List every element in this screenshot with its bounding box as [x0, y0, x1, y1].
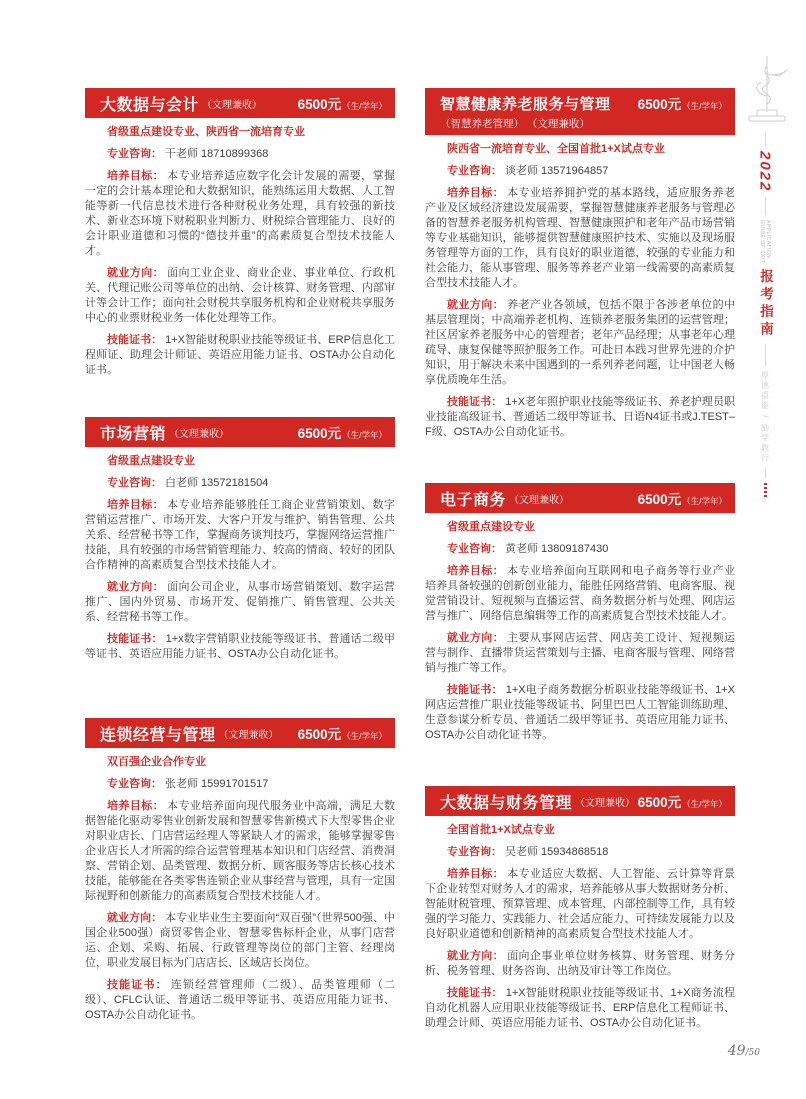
program-honors: 省级重点建设专业、陕西省一流培育专业 — [107, 126, 305, 138]
objective-paragraph — [85, 799, 395, 904]
career-paragraph — [85, 911, 395, 971]
certs-paragraph — [85, 632, 395, 662]
objective-label: 培养目标： — [107, 170, 165, 182]
consult-line — [85, 147, 395, 162]
program-honors: 省级重点建设专业 — [107, 455, 195, 467]
career-paragraph — [425, 949, 735, 979]
admission-type: （文理兼收） — [169, 428, 230, 440]
consult-contact: 吴老师 15934868518 — [505, 846, 609, 858]
objective-text: 本专业适应大数据、人工智能、云计算等背景下企业转型对财务人才的需求，培养能够从事大数据财务分析、智能财税管理、预算管理、成本管理、内部控制等工作，具有较强的学习能力、实践能力、社会适应能力、可持续发展能力以及良好职业道德和创新精神的高素质复合型技术技能人才。 — [425, 868, 736, 940]
career-label: 就业方向： — [447, 299, 505, 311]
program-header — [425, 483, 735, 513]
program-body — [425, 142, 735, 440]
program-header — [85, 417, 395, 447]
certs-text: 1+X电子商务数据分析职业技能等级证书、1+X网店运营推广职业技能等级证书、阿里巴巴人工智能训练助理、生意参谋分析专员、普通话二级甲等证书、英语应用能力证书、OSTA办公自动化证书等。 — [425, 684, 735, 741]
consult-contact: 黄老师 13809187430 — [505, 543, 609, 555]
program-header — [85, 88, 395, 118]
certs-paragraph — [425, 395, 735, 440]
admission-type: （文理兼收） — [218, 729, 279, 741]
certs-paragraph — [85, 978, 395, 1023]
objective-paragraph — [425, 867, 735, 942]
career-text: 本专业毕业生主要面向“双百强”（世界500强、中国企业500强）商贸零售企业、智慧零售标杆企业，从事门店营运、企划、采购、拓展、行政管理等岗位的部门主管、经理岗位，职业发展目标为门店店长、区域店长岗位。 — [85, 912, 395, 969]
objective-paragraph — [425, 564, 735, 624]
program-card-big-data-finance — [425, 786, 735, 1031]
page-number — [680, 1040, 760, 1059]
consult-line — [425, 845, 735, 860]
consult-line — [425, 164, 735, 179]
career-paragraph — [85, 266, 395, 326]
consult-label: 专业咨询： — [107, 148, 162, 160]
consult-contact: 谈老师 13571964857 — [505, 165, 609, 177]
consult-label: 专业咨询： — [447, 543, 502, 555]
caption-line: APPLICATION — [765, 220, 771, 259]
objective-paragraph — [85, 498, 395, 573]
fee-unit: （生/学年） — [342, 101, 387, 111]
dots-decoration-icon — [764, 483, 767, 497]
consult-label: 专业咨询： — [447, 846, 502, 858]
consult-label: 专业咨询： — [107, 778, 162, 790]
program-title: 连锁经营与管理 — [100, 726, 216, 744]
divider — [765, 344, 766, 366]
certs-label: 技能证书： — [107, 633, 163, 645]
sidebar-year: 2022 — [756, 151, 774, 193]
career-label: 就业方向： — [447, 950, 505, 962]
objective-label: 培养目标： — [107, 800, 165, 812]
divider — [765, 468, 766, 478]
fee-amount: 6500元 — [637, 97, 682, 112]
career-text: 主要从事网店运营、网店美工设计、短视频运营与制作、直播带货运营策划与主播、电商客服与管理、网络营销与推广等工作。 — [425, 632, 736, 674]
tuition-fee — [298, 723, 387, 743]
certs-label: 技能证书： — [107, 334, 163, 346]
consult-contact: 张老师 15991701517 — [165, 778, 269, 790]
tuition-fee — [638, 791, 727, 811]
objective-text: 本专业培养面向现代服务业中高端，满足大数据智能化驱动零售业创新发展和智慧零售新模式下大型零售企业对职业店长、门店营运经理人等紧缺人才的需求，能够掌握零售企业店长人才所需的综合运营管理基本知识和门店经营、消费洞察、营销企划、品类管理、数据分析、顾客服务等店长核心技术技能，能够能在各类零售连锁企业从事经营与管理，具有一定国际视野和创新能力的高素质复合型技术技能人才。 — [85, 800, 396, 902]
career-text: 面向企事业单位财务核算、财务管理、财务分析、税务管理、财务咨询、出纳及审计等工作岗位。 — [425, 950, 736, 977]
page-number-total: /50 — [745, 1048, 760, 1058]
consult-line — [85, 476, 395, 491]
certs-text: 1+x数字营销职业技能等级证书、普通话二级甲等证书、英语应用能力证书、OSTA办公自动化证书。 — [85, 633, 396, 660]
objective-text: 本专业培养面向互联网和电子商务等行业产业培养具备较强的创新创业能力，能胜任网络营销、电商客服、视觉营销设计、短视频与直播运营、商务数据分析与处理、网店运营与推广、网络信息编辑等工作的高素质复合型技术技能人才。 — [425, 565, 736, 622]
certs-label: 技能证书： — [107, 979, 168, 991]
monument-icon — [737, 52, 795, 132]
career-label: 就业方向： — [107, 267, 165, 279]
objective-label: 培养目标： — [107, 499, 165, 511]
tuition-fee — [298, 93, 387, 113]
divider — [765, 197, 766, 215]
objective-label: 培养目标： — [447, 565, 505, 577]
caption-line: GUIDE OF SXIT — [759, 220, 765, 264]
program-body — [85, 755, 395, 1023]
fee-amount: 6500元 — [637, 492, 682, 507]
sidebar-caption-en — [759, 220, 771, 263]
certs-text: 1+X老年照护职业技能等级证书、养老护理员职业技能高级证书、普通话二级甲等证书、日语N4证书或J.TEST–F级、OSTA办公自动化证书。 — [425, 396, 735, 438]
program-header — [425, 786, 735, 816]
program-header — [425, 88, 735, 135]
career-text: 养老产业各领域，包括不限于各涉老单位的中基层管理岗；中高端养老机构、连锁养老服务集团的运营管理；社区居家养老服务中心的管理者；老年产品经理；从事老年心理疏导、康复保健等照护服务工作。可赴日本践习世界先进的介护知识，用于解决未来中国遇到的一系列养老问题，让中国老人畅享优质晚年生活。 — [425, 299, 736, 386]
sidebar — [753, 132, 777, 497]
program-title: 电子商务 — [440, 491, 507, 509]
program-body — [85, 125, 395, 378]
objective-text: 本专业培养适应数字化会计发展的需要，掌握一定的会计基本理论和大数据知识，能熟练运用大数据、人工智能等新一代信息技术进行各种财税业务处理，具有较强的新技术、新业态环境下财税职业判断力、财税综合管理能力、良好的会计职业道德和习惯的“德技并重”的高素质复合型技术技能人才。 — [85, 170, 396, 257]
tuition-fee — [638, 93, 727, 113]
objective-paragraph — [425, 186, 735, 291]
program-header — [85, 718, 395, 748]
admission-type: （文理兼收） — [575, 797, 636, 809]
tuition-fee — [638, 488, 727, 508]
consult-label: 专业咨询： — [447, 165, 502, 177]
objective-paragraph — [85, 169, 395, 259]
divider — [765, 132, 766, 146]
objective-label: 培养目标： — [447, 868, 505, 880]
admission-type: （文理兼收） — [202, 99, 263, 111]
program-title: 大数据与会计 — [100, 96, 200, 114]
fee-unit: （生/学年） — [682, 496, 727, 506]
fee-amount: 6500元 — [297, 727, 342, 742]
fee-unit: （生/学年） — [682, 799, 727, 809]
program-title: 市场营销 — [100, 425, 167, 443]
career-paragraph — [85, 580, 395, 625]
certs-text: 连锁经营管理师（二级）、品类管理师（二级）、CFLC认证、普通话二级甲等证书、英语应用能力证书、OSTA办公自动化证书。 — [85, 979, 396, 1021]
certs-text: 1+X智能财税职业技能等级证书、1+X商务流程自动化机器人应用职业技能等级证书、ERP信息化工程师证书、助理会计师、英语应用能力证书、OSTA办公自动化证书。 — [425, 987, 735, 1029]
program-card-big-data-accounting — [85, 88, 395, 378]
program-card-marketing — [85, 417, 395, 662]
program-body — [85, 454, 395, 662]
career-text: 面向工业企业、商业企业、事业单位、行政机关、代理记账公司等单位的出纳、会计核算、财务管理、内部审计等会计工作；面向社会财税共享服务机构和企业财税共享服务中心的业票财税业务一体化处理等工作。 — [85, 267, 396, 324]
program-card-chain-management — [85, 718, 395, 1023]
fee-unit: （生/学年） — [342, 430, 387, 440]
sidebar-title: 报考指南 — [758, 268, 773, 339]
career-paragraph — [425, 631, 735, 676]
program-card-smart-elderly-care — [425, 88, 735, 440]
program-body — [425, 520, 735, 743]
objective-text: 本专业培养拥护党的基本路线，适应服务养老产业及区域经济建设发展需要，掌握智慧健康养老服务与管理必备的智慧养老服务机构管理、智慧健康照护和老年产品市场营销等专业基础知识，能够提供智慧健康照护技术、实施以及现场服务管理等方面的工作，具有良好的职业道德，较强的专业能力和社会能力，能从事管理、服务等养老产业第一线需要的高素质复合型技术技能人才。 — [425, 187, 736, 289]
consult-contact: 白老师 13572181504 — [165, 477, 269, 489]
sidebar-motto: 厚德重能 / 励学敦行 — [760, 370, 770, 464]
tuition-fee — [298, 422, 387, 442]
admission-type: （文理兼收） — [509, 494, 570, 506]
certs-text: 1+X智能财税职业技能等级证书、ERP信息化工程师证、助理会计师证、英语应用能力证书、OSTA办公自动化证书。 — [85, 334, 395, 376]
program-honors: 省级重点建设专业 — [447, 521, 535, 533]
consult-label: 专业咨询： — [107, 477, 162, 489]
certs-label: 技能证书： — [447, 396, 503, 408]
program-title: 智慧健康养老服务与管理 — [440, 95, 611, 113]
career-label: 就业方向： — [107, 912, 163, 924]
fee-unit: （生/学年） — [342, 731, 387, 741]
career-text: 面向公司企业，从事市场营销策划、数字运营推广、国内外贸易、市场开发、促销推广、销售管理、公共关系、经营秘书等工作。 — [85, 581, 396, 623]
program-subtitle: （智慧养老管理） （文理兼收） — [440, 117, 590, 130]
objective-text: 本专业培养能够胜任工商企业营销策划、数字营销运营推广、市场开发、大客户开发与维护、销售管理、公共关系、经营秘书等工作，掌握商务谈判技巧，掌握网络运营推广技能，具有较强的市场营销管理能力、较高的情商、较好的团队合作精神的高素质复合型技术技能人才。 — [85, 499, 396, 571]
certs-paragraph — [85, 333, 395, 378]
career-paragraph — [425, 298, 735, 388]
program-title: 大数据与财务管理 — [440, 794, 573, 812]
fee-unit: （生/学年） — [682, 101, 727, 111]
program-body — [425, 823, 735, 1031]
fee-amount: 6500元 — [297, 97, 342, 112]
program-honors: 陕西省一流培育专业、全国首批1+X试点专业 — [447, 143, 665, 155]
certs-paragraph — [425, 683, 735, 743]
header-row — [440, 93, 727, 114]
consult-line — [425, 542, 735, 557]
certs-paragraph — [425, 986, 735, 1031]
career-label: 就业方向： — [447, 632, 505, 644]
consult-contact: 干老师 18710899368 — [165, 148, 269, 160]
fee-amount: 6500元 — [637, 795, 682, 810]
program-honors: 全国首批1+X试点专业 — [447, 824, 555, 836]
certs-label: 技能证书： — [447, 987, 503, 999]
fee-amount: 6500元 — [297, 426, 342, 441]
certs-label: 技能证书： — [447, 684, 503, 696]
objective-label: 培养目标： — [447, 187, 505, 199]
program-card-ecommerce — [425, 483, 735, 743]
program-honors: 双百强企业合作专业 — [107, 756, 206, 768]
consult-line — [85, 777, 395, 792]
page-number-current: 49 — [727, 1043, 746, 1059]
career-label: 就业方向： — [107, 581, 165, 593]
